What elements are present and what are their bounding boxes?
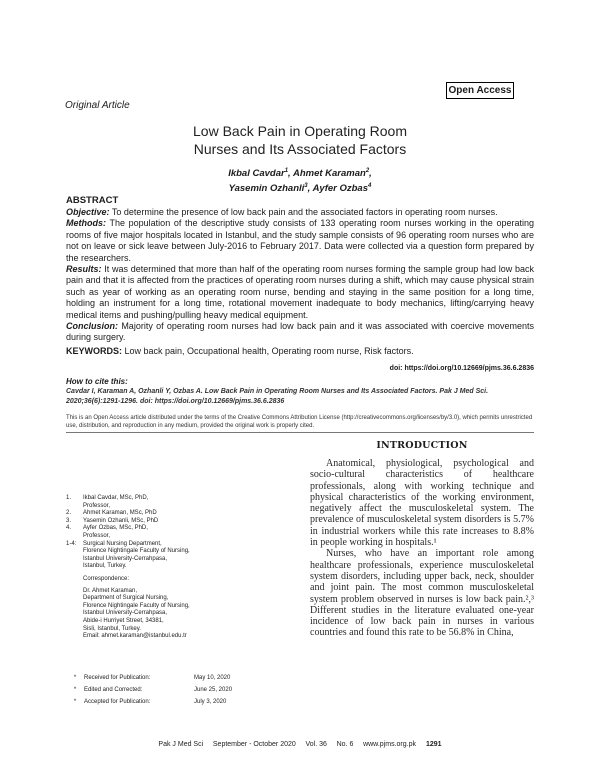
page-number: 1291 xyxy=(425,741,442,748)
footnote-line: Surgical Nursing Department, xyxy=(83,540,162,547)
conclusion-label: Conclusion: xyxy=(66,321,118,332)
abstract-heading: ABSTRACT xyxy=(66,195,119,206)
open-access-badge: Open Access xyxy=(446,82,514,99)
author-name: , Ahmet Karaman xyxy=(288,168,366,180)
footnote-line: Ikbal Cavdar, MSc, PhD, xyxy=(83,495,149,501)
address-line: Istanbul University-Cerrahpasa, xyxy=(83,610,168,617)
author-list xyxy=(60,165,540,195)
abstract-methods xyxy=(66,218,534,264)
footnote-text xyxy=(83,518,286,526)
article-type: Original Article xyxy=(65,100,130,111)
footnote-line: Yasemin Ozhanli, MSc, PhD xyxy=(83,517,159,524)
date-value: June 25, 2020 xyxy=(194,687,233,693)
address-line: Dr. Ahmet Karaman, xyxy=(83,587,138,594)
author-affil: 4 xyxy=(368,183,372,190)
date-label: Accepted for Publication: xyxy=(84,699,151,705)
abstract-body xyxy=(66,207,534,344)
address-line: Abide-i Hurriyet Street, 34381, xyxy=(83,617,164,624)
abstract-objective xyxy=(66,207,534,218)
footnote-number: 1. xyxy=(66,495,72,501)
date-bullet: * xyxy=(73,687,77,693)
author-affil: 3 xyxy=(304,183,308,190)
conclusion-text: Majority of operating room nurses had low back pain and it was associated with coercive movements during surgery. xyxy=(66,321,534,343)
author-line-2 xyxy=(60,180,540,195)
methods-label: Methods: xyxy=(66,218,106,229)
introduction-heading: INTRODUCTION xyxy=(376,440,468,451)
date-label: Received for Publication: xyxy=(84,675,151,681)
divider xyxy=(66,432,534,433)
address-line: Florence Nightingale Faculty of Nursing, xyxy=(83,602,190,609)
abstract-results xyxy=(66,264,534,321)
article-title xyxy=(60,122,540,158)
date-label: Edited and Corrected: xyxy=(84,687,143,693)
date-bullet: * xyxy=(73,699,77,705)
intro-paragraph: Anatomical, physiological, psychological and socio-cultural characteristics of healthcare professionals, along with working technique and physical characteristics of the working environment, negatively affect the musculoskeletal system. The prevalence of musculoskeletal system disorders is 5.7% in industrial workers while this rate increases to 8.8% in people working in hospitals.¹ xyxy=(310,458,534,549)
publication-dates xyxy=(66,672,286,708)
footnote-line: Ahmet Karaman, MSc, PhD xyxy=(83,510,157,517)
license-notice: This is an Open Access article distributed under the terms of the Creative Commons Attribution License (http://creativecommons.org/licenses/by/3.0), which permits unrestricted use, distribution, and reproduction in any medium, provided the original work is properly cited. xyxy=(66,415,533,429)
footnote-number: 1-4: xyxy=(66,540,77,547)
correspondence-address xyxy=(83,588,286,641)
footnote xyxy=(66,525,286,540)
email-link[interactable]: Email: ahmet.karaman@istanbul.edu.tr xyxy=(83,633,187,640)
date-value: July 3, 2020 xyxy=(194,699,227,705)
footnote-text xyxy=(83,541,286,571)
date-row xyxy=(66,684,286,696)
methods-text: The population of the descriptive study consists of 133 operating room nurses working in the operating rooms of five major hospitals located in Istanbul, and the study sample consists of 96 operating room nurses who are not on leave or sick leave between July-2016 to February 2017. Data were collected via a question form prepared by the researchers. xyxy=(66,218,534,263)
address-line: Department of Surgical Nursing, xyxy=(83,595,169,602)
footnote-text xyxy=(83,495,286,510)
results-text: It was determined that more than half of the operating room nurses forming the sample group had low back pain and that it is affected from the practices of operating room nurses during a shift, which may cause physical strain such as year of working as an operating room nurse, bending and staying in the same position for a long time, holding an instrument for a long time, rotational movement inadequate to body mechanics, lifting/carrying heavy medical items and pushing/pulling heavy medical equipment. xyxy=(66,264,534,320)
footnote-number: 2. xyxy=(66,510,72,517)
footnote xyxy=(66,518,286,526)
objective-text: To determine the presence of low back pain and the associated factors in operating room nurses. xyxy=(111,207,498,217)
author-name: , Ayfer Ozbas xyxy=(307,183,369,195)
intro-paragraph: Nurses, who have an important role among healthcare professionals, experience musculoskeletal system disorders, including upper back, neck, shoulder and joint pain. The most common musculoskeletal system problem observed in nurses is low back pain.²,³ Different studies in the literature evaluated one-year incidence of low back pain in nurses in various countries and found this rate to be 56.8% in China, xyxy=(310,548,534,639)
objective-label: Objective: xyxy=(66,207,110,217)
footnote-number: 4. xyxy=(66,525,72,532)
footnote-number: 3. xyxy=(66,517,72,524)
author-footnotes xyxy=(66,495,286,641)
author-affil: 1 xyxy=(284,168,289,174)
author-name: Yasemin Ozhanli xyxy=(228,183,305,195)
keywords-text: Low back pain, Occupational health, Operating room nurse, Risk factors. xyxy=(124,346,414,356)
keywords xyxy=(66,346,534,357)
author-line-1 xyxy=(60,165,540,180)
keywords-label: KEYWORDS: xyxy=(66,346,122,356)
footnote-text xyxy=(83,525,286,540)
how-to-cite-text: Cavdar I, Karaman A, Ozhanli Y, Ozbas A. Low Back Pain in Operating Room Nurses and Its Associated Factors. Pak J Med Sci. 2020;36(6):1291-1296. doi: https://doi.org/10.12669/pjms.36.6.2836 xyxy=(66,388,489,405)
address-line: Sisli, Istanbul, Turkey. xyxy=(83,625,141,632)
title-line-1: Low Back Pain in Operating Room xyxy=(193,123,407,139)
date-bullet: * xyxy=(73,675,77,681)
abstract-conclusion xyxy=(66,321,534,344)
date-row xyxy=(66,672,286,684)
results-label: Results: xyxy=(66,264,102,275)
footnote-line: Istanbul, Turkey. xyxy=(83,563,127,570)
date-value: May 10, 2020 xyxy=(194,675,231,681)
footnote-line: Ayfer Ozbas, MSc, PhD, xyxy=(83,525,148,532)
footnote-line: Professor, xyxy=(83,532,111,539)
introduction-body xyxy=(310,458,534,639)
doi-link[interactable]: doi: https://doi.org/10.12669/pjms.36.6.2836 xyxy=(389,365,534,372)
correspondence-heading: Correspondence: xyxy=(83,575,130,582)
title-line-2: Nurses and Its Associated Factors xyxy=(193,141,407,157)
footnote-text xyxy=(83,510,286,518)
journal-info: Pak J Med Sci September - October 2020 Vol. 36 No. 6 www.pjms.org.pk xyxy=(158,741,416,748)
author-sep: , xyxy=(369,168,372,180)
footnote xyxy=(66,495,286,510)
footnote-line: Istanbul University-Cerrahpasa, xyxy=(83,555,168,562)
how-to-cite-heading: How to cite this: xyxy=(66,377,128,386)
author-affil: 2 xyxy=(365,168,370,174)
footnote xyxy=(66,510,286,518)
page-footer xyxy=(0,741,600,748)
author-name: Ikbal Cavdar xyxy=(228,168,285,180)
date-row xyxy=(66,696,286,708)
footnote xyxy=(66,541,286,571)
footnote-line: Florence Nightingale Faculty of Nursing, xyxy=(83,548,190,555)
footnote-line: Professor, xyxy=(83,502,111,509)
